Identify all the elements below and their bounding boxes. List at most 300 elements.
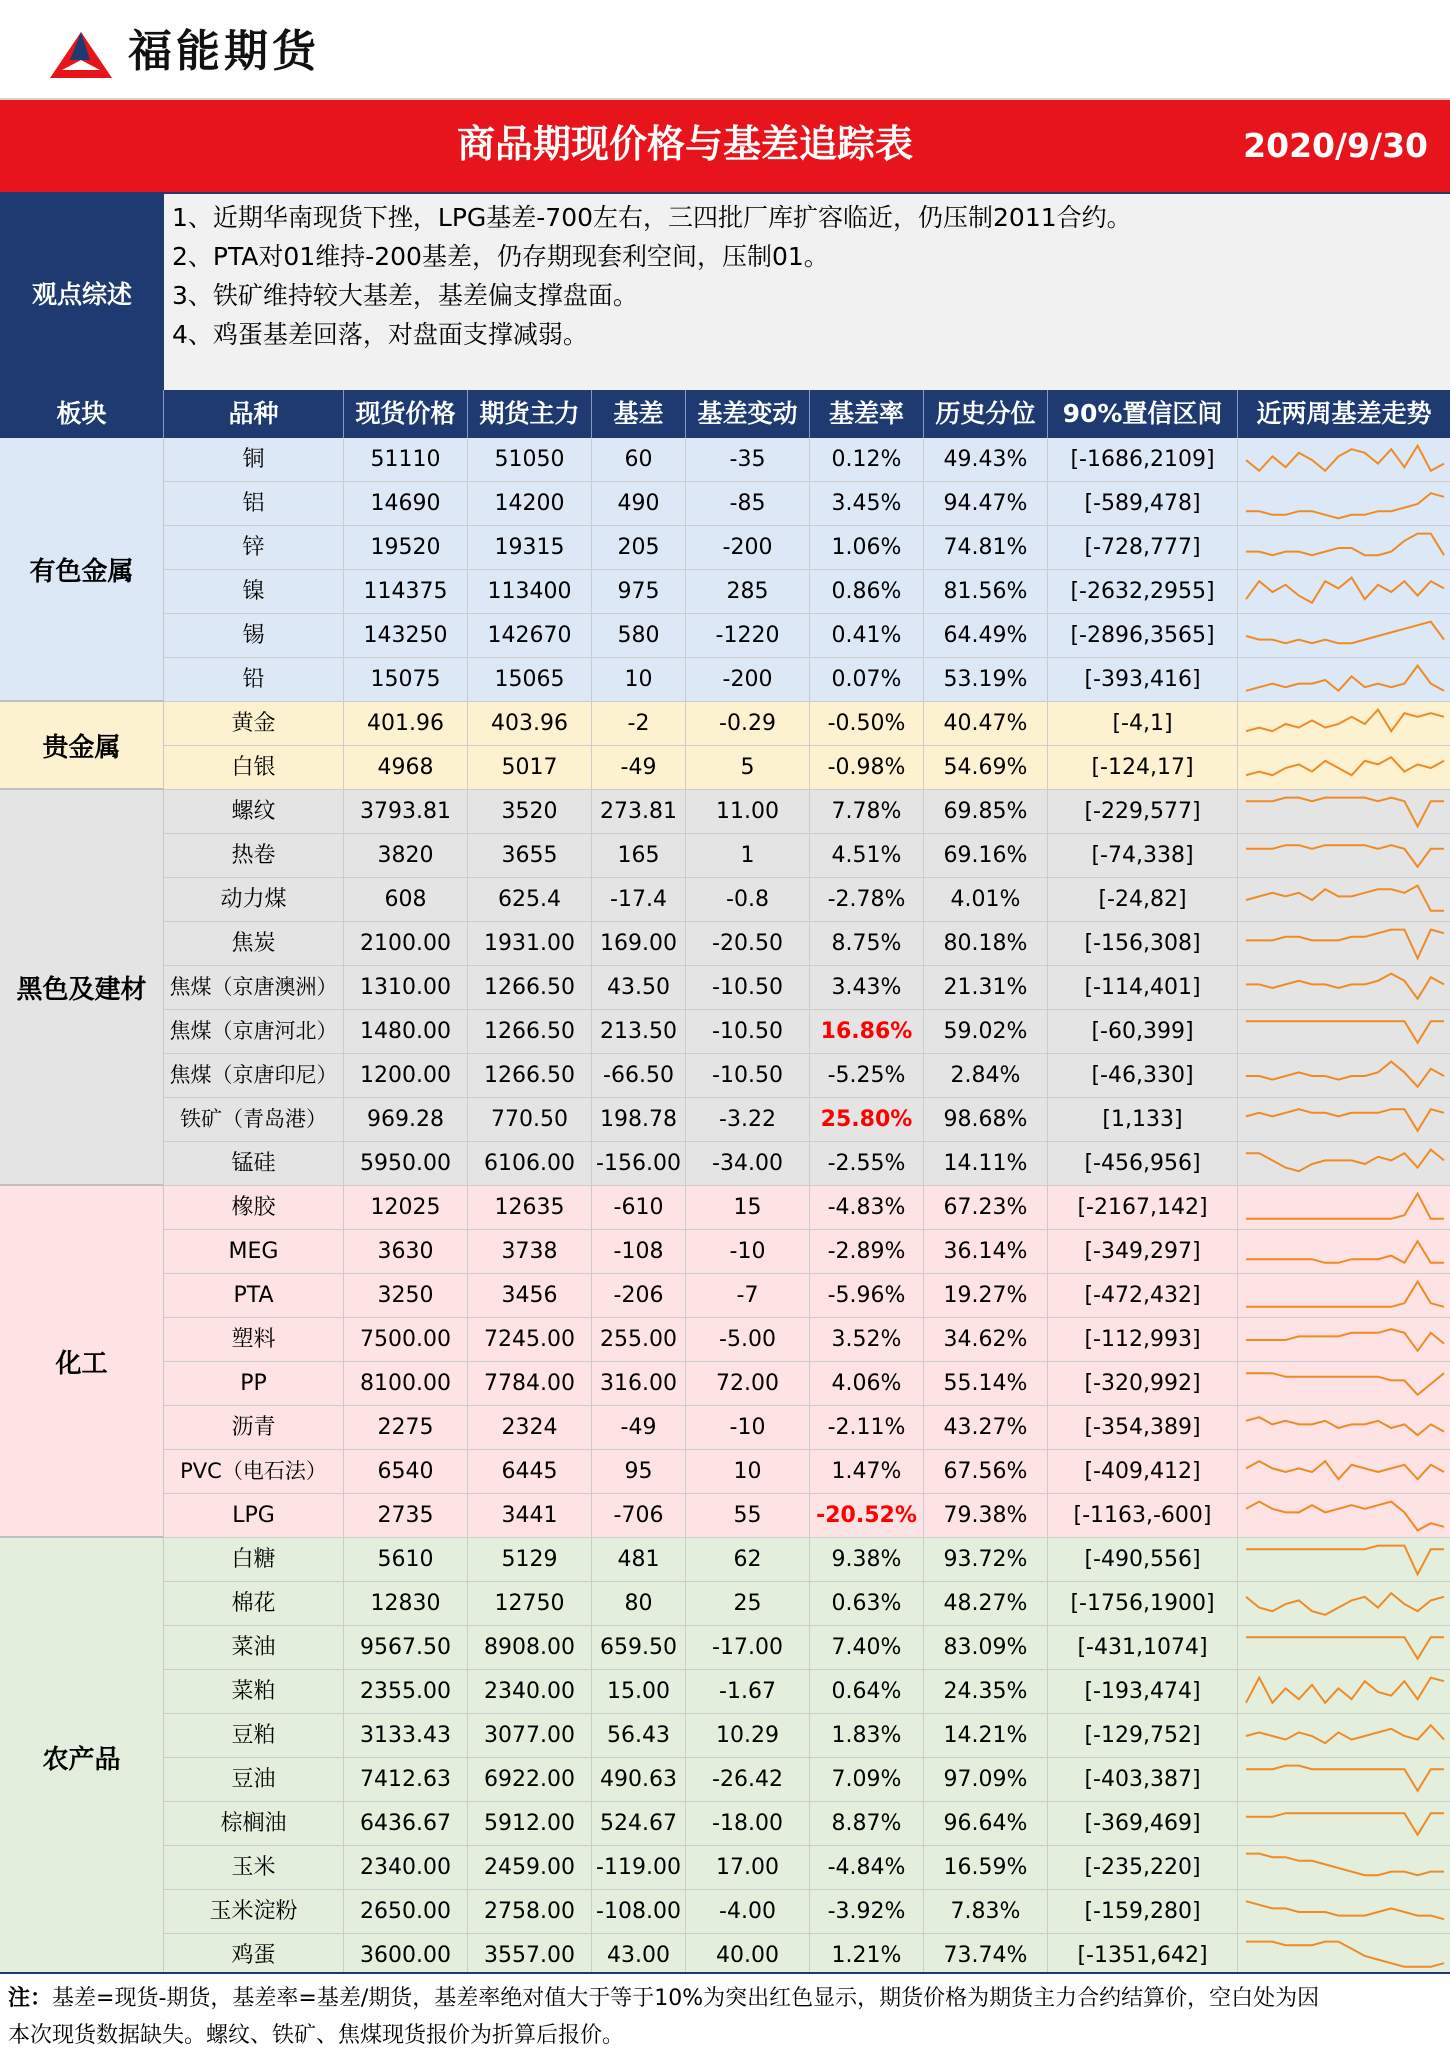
item-cell: 白糖: [164, 1538, 344, 1582]
basis-trend-sparkline: [1240, 482, 1450, 526]
table-body: [0, 438, 1450, 1972]
footnote-label: 注：: [8, 1986, 53, 2011]
sector-group: [0, 1538, 1450, 1978]
futures-price-cell: 3557.00: [468, 1934, 592, 1978]
spot-price-cell: 6540: [344, 1450, 468, 1494]
basis-cell: 273.81: [592, 790, 686, 834]
basis-cell: 316.00: [592, 1362, 686, 1406]
basis-rate-cell: 1.21%: [810, 1934, 924, 1978]
confidence-interval-cell: [-159,280]: [1048, 1890, 1238, 1934]
confidence-interval-cell: [-403,387]: [1048, 1758, 1238, 1802]
basis-trend-sparkline: [1240, 1758, 1450, 1802]
basis-change-cell: -17.00: [686, 1626, 810, 1670]
confidence-interval-cell: [-369,469]: [1048, 1802, 1238, 1846]
col-confidence: 90%置信区间: [1048, 390, 1238, 438]
item-cell: 塑料: [164, 1318, 344, 1362]
table-header: [0, 390, 1450, 438]
confidence-interval-cell: [-589,478]: [1048, 482, 1238, 526]
page-title: 商品期现价格与基差追踪表: [456, 122, 913, 166]
basis-rate-cell: -5.96%: [810, 1274, 924, 1318]
spot-price-cell: 9567.50: [344, 1626, 468, 1670]
trend-line: [1246, 1021, 1444, 1043]
trend-line: [1246, 1766, 1444, 1791]
confidence-interval-cell: [1,133]: [1048, 1098, 1238, 1142]
futures-price-cell: 5129: [468, 1538, 592, 1582]
basis-trend-sparkline: [1240, 878, 1450, 922]
item-cell: 豆粕: [164, 1714, 344, 1758]
basis-rate-cell: -4.83%: [810, 1186, 924, 1230]
basis-change-cell: 40.00: [686, 1934, 810, 1978]
percentile-cell: 69.85%: [924, 790, 1048, 834]
basis-cell: -49: [592, 1406, 686, 1450]
basis-cell: 524.67: [592, 1802, 686, 1846]
summary-line: 3、铁矿维持较大基差，基差偏支撑盘面。: [172, 281, 638, 310]
percentile-cell: 14.11%: [924, 1142, 1048, 1186]
basis-trend-sparkline: [1240, 1538, 1450, 1582]
col-basis-change: 基差变动: [686, 390, 810, 438]
item-cell: 锌: [164, 526, 344, 570]
basis-change-cell: -10: [686, 1230, 810, 1274]
basis-rate-cell: 3.43%: [810, 966, 924, 1010]
basis-rate-cell: -2.55%: [810, 1142, 924, 1186]
spot-price-cell: 1480.00: [344, 1010, 468, 1054]
basis-cell: -17.4: [592, 878, 686, 922]
basis-cell: 659.50: [592, 1626, 686, 1670]
table-row: [164, 966, 1450, 1010]
futures-price-cell: 3456: [468, 1274, 592, 1318]
percentile-cell: 21.31%: [924, 966, 1048, 1010]
basis-change-cell: -0.29: [686, 702, 810, 746]
basis-trend-sparkline: [1240, 1670, 1450, 1714]
spot-price-cell: 3820: [344, 834, 468, 878]
table-row: [164, 526, 1450, 570]
basis-cell: 255.00: [592, 1318, 686, 1362]
table-row: [164, 614, 1450, 658]
basis-trend-sparkline: [1240, 746, 1450, 790]
percentile-cell: 67.23%: [924, 1186, 1048, 1230]
basis-rate-cell: 9.38%: [810, 1538, 924, 1582]
basis-rate-cell: -2.78%: [810, 878, 924, 922]
table-row: [164, 1010, 1450, 1054]
basis-change-cell: -3.22: [686, 1098, 810, 1142]
basis-change-cell: 285: [686, 570, 810, 614]
futures-price-cell: 12635: [468, 1186, 592, 1230]
futures-price-cell: 1931.00: [468, 922, 592, 966]
percentile-cell: 54.69%: [924, 746, 1048, 790]
confidence-interval-cell: [-490,556]: [1048, 1538, 1238, 1582]
basis-rate-cell: 4.51%: [810, 834, 924, 878]
summary-label: 观点综述: [0, 194, 164, 392]
futures-price-cell: 14200: [468, 482, 592, 526]
trend-line: [1246, 493, 1444, 518]
confidence-interval-cell: [-728,777]: [1048, 526, 1238, 570]
confidence-interval-cell: [-354,389]: [1048, 1406, 1238, 1450]
item-cell: 铁矿（青岛港）: [164, 1098, 344, 1142]
table-row: [164, 1846, 1450, 1890]
item-cell: 沥青: [164, 1406, 344, 1450]
basis-trend-sparkline: [1240, 1846, 1450, 1890]
spot-price-cell: 7500.00: [344, 1318, 468, 1362]
futures-price-cell: 3077.00: [468, 1714, 592, 1758]
trend-line: [1246, 446, 1444, 471]
basis-cell: 43.00: [592, 1934, 686, 1978]
spot-price-cell: 2735: [344, 1494, 468, 1538]
futures-price-cell: 5017: [468, 746, 592, 790]
item-cell: 热卷: [164, 834, 344, 878]
trend-line: [1246, 1813, 1444, 1835]
basis-change-cell: -200: [686, 658, 810, 702]
futures-price-cell: 19315: [468, 526, 592, 570]
spot-price-cell: 3630: [344, 1230, 468, 1274]
trend-line: [1246, 710, 1444, 732]
futures-price-cell: 6922.00: [468, 1758, 592, 1802]
basis-cell: 213.50: [592, 1010, 686, 1054]
basis-rate-cell: -20.52%: [810, 1494, 924, 1538]
spot-price-cell: 4968: [344, 746, 468, 790]
spot-price-cell: 5950.00: [344, 1142, 468, 1186]
futures-price-cell: 3441: [468, 1494, 592, 1538]
basis-rate-cell: 0.41%: [810, 614, 924, 658]
trend-line: [1246, 1461, 1444, 1479]
basis-rate-cell: 7.09%: [810, 1758, 924, 1802]
confidence-interval-cell: [-229,577]: [1048, 790, 1238, 834]
futures-price-cell: 6445: [468, 1450, 592, 1494]
basis-change-cell: -20.50: [686, 922, 810, 966]
item-cell: 焦炭: [164, 922, 344, 966]
basis-cell: -206: [592, 1274, 686, 1318]
basis-cell: 169.00: [592, 922, 686, 966]
percentile-cell: 2.84%: [924, 1054, 1048, 1098]
basis-cell: 198.78: [592, 1098, 686, 1142]
col-futures: 期货主力: [468, 390, 592, 438]
item-cell: 焦煤（京唐印尼）: [164, 1054, 344, 1098]
confidence-interval-cell: [-112,993]: [1048, 1318, 1238, 1362]
sector-label: 贵金属: [0, 702, 164, 790]
sector-group: [0, 790, 1450, 1186]
basis-rate-cell: 1.83%: [810, 1714, 924, 1758]
table-row: [164, 1406, 1450, 1450]
item-cell: 橡胶: [164, 1186, 344, 1230]
percentile-cell: 40.47%: [924, 702, 1048, 746]
futures-price-cell: 7784.00: [468, 1362, 592, 1406]
spot-price-cell: 114375: [344, 570, 468, 614]
item-cell: LPG: [164, 1494, 344, 1538]
spot-price-cell: 12830: [344, 1582, 468, 1626]
item-cell: 菜粕: [164, 1670, 344, 1714]
futures-price-cell: 3520: [468, 790, 592, 834]
basis-rate-cell: -0.98%: [810, 746, 924, 790]
table-row: [164, 878, 1450, 922]
trend-line: [1246, 1678, 1444, 1703]
trend-line: [1246, 1329, 1444, 1351]
brand-name: 福能期货: [128, 26, 320, 77]
trend-line: [1246, 886, 1444, 911]
trend-line: [1246, 1062, 1444, 1087]
basis-trend-sparkline: [1240, 966, 1450, 1010]
confidence-interval-cell: [-124,17]: [1048, 746, 1238, 790]
percentile-cell: 96.64%: [924, 1802, 1048, 1846]
basis-trend-sparkline: [1240, 1362, 1450, 1406]
basis-rate-cell: 4.06%: [810, 1362, 924, 1406]
page-header: [0, 0, 1450, 100]
percentile-cell: 55.14%: [924, 1362, 1048, 1406]
basis-change-cell: -1.67: [686, 1670, 810, 1714]
percentile-cell: 97.09%: [924, 1758, 1048, 1802]
trend-line: [1246, 1854, 1444, 1876]
sector-label: 黑色及建材: [0, 790, 164, 1186]
spot-price-cell: 143250: [344, 614, 468, 658]
percentile-cell: 83.09%: [924, 1626, 1048, 1670]
confidence-interval-cell: [-235,220]: [1048, 1846, 1238, 1890]
basis-change-cell: 17.00: [686, 1846, 810, 1890]
sector-label: 化工: [0, 1186, 164, 1538]
percentile-cell: 98.68%: [924, 1098, 1048, 1142]
basis-change-cell: -0.8: [686, 878, 810, 922]
item-cell: 焦煤（京唐澳洲）: [164, 966, 344, 1010]
table-row: [164, 1582, 1450, 1626]
spot-price-cell: 7412.63: [344, 1758, 468, 1802]
basis-change-cell: 55: [686, 1494, 810, 1538]
trend-line: [1246, 1241, 1444, 1263]
confidence-interval-cell: [-409,412]: [1048, 1450, 1238, 1494]
basis-rate-cell: 3.52%: [810, 1318, 924, 1362]
confidence-interval-cell: [-1686,2109]: [1048, 438, 1238, 482]
confidence-interval-cell: [-129,752]: [1048, 1714, 1238, 1758]
futures-price-cell: 15065: [468, 658, 592, 702]
trend-line: [1246, 1502, 1444, 1531]
trend-line: [1246, 1546, 1444, 1575]
basis-trend-sparkline: [1240, 570, 1450, 614]
confidence-interval-cell: [-456,956]: [1048, 1142, 1238, 1186]
basis-rate-cell: -3.92%: [810, 1890, 924, 1934]
percentile-cell: 19.27%: [924, 1274, 1048, 1318]
summary-text: [164, 194, 1450, 392]
futures-price-cell: 113400: [468, 570, 592, 614]
spot-price-cell: 2275: [344, 1406, 468, 1450]
percentile-cell: 93.72%: [924, 1538, 1048, 1582]
percentile-cell: 48.27%: [924, 1582, 1048, 1626]
table-row: [164, 1362, 1450, 1406]
basis-change-cell: -7: [686, 1274, 810, 1318]
col-trend: 近两周基差走势: [1256, 399, 1432, 428]
table-row: [164, 1890, 1450, 1934]
basis-change-cell: 15: [686, 1186, 810, 1230]
table-row: [164, 790, 1450, 834]
futures-price-cell: 1266.50: [468, 966, 592, 1010]
table-row: [164, 1714, 1450, 1758]
basis-trend-sparkline: [1240, 1582, 1450, 1626]
percentile-cell: 4.01%: [924, 878, 1048, 922]
basis-trend-sparkline: [1240, 614, 1450, 658]
trend-line: [1246, 666, 1444, 691]
table-row: [164, 1142, 1450, 1186]
trend-line: [1246, 798, 1444, 827]
trend-line: [1246, 1901, 1444, 1919]
table-row: [164, 1098, 1450, 1142]
footnote: [0, 1972, 1450, 2065]
spot-price-cell: 3250: [344, 1274, 468, 1318]
confidence-interval-cell: [-1351,642]: [1048, 1934, 1238, 1978]
footnote-line: [8, 1980, 1442, 2017]
basis-trend-sparkline: [1240, 922, 1450, 966]
futures-price-cell: 1266.50: [468, 1010, 592, 1054]
basis-cell: 60: [592, 438, 686, 482]
basis-trend-sparkline: [1240, 1010, 1450, 1054]
confidence-interval-cell: [-2167,142]: [1048, 1186, 1238, 1230]
col-sector: 板块: [0, 390, 164, 438]
table-row: [164, 438, 1450, 482]
futures-price-cell: 2324: [468, 1406, 592, 1450]
basis-cell: 56.43: [592, 1714, 686, 1758]
basis-rate-cell: -4.84%: [810, 1846, 924, 1890]
item-cell: PTA: [164, 1274, 344, 1318]
spot-price-cell: 15075: [344, 658, 468, 702]
trend-line: [1246, 930, 1444, 959]
basis-trend-sparkline: [1240, 1186, 1450, 1230]
item-cell: 棕榈油: [164, 1802, 344, 1846]
sector-group: [0, 438, 1450, 702]
table-row: [164, 834, 1450, 878]
basis-trend-sparkline: [1240, 1054, 1450, 1098]
basis-trend-sparkline: [1240, 1274, 1450, 1318]
basis-rate-cell: 1.47%: [810, 1450, 924, 1494]
spot-price-cell: 608: [344, 878, 468, 922]
table-row: [164, 1450, 1450, 1494]
percentile-cell: 34.62%: [924, 1318, 1048, 1362]
item-cell: 锡: [164, 614, 344, 658]
basis-change-cell: -26.42: [686, 1758, 810, 1802]
percentile-cell: 43.27%: [924, 1406, 1048, 1450]
confidence-interval-cell: [-74,338]: [1048, 834, 1238, 878]
item-cell: 铅: [164, 658, 344, 702]
basis-cell: 15.00: [592, 1670, 686, 1714]
confidence-interval-cell: [-1163,-600]: [1048, 1494, 1238, 1538]
basis-cell: 490.63: [592, 1758, 686, 1802]
table-row: [164, 1626, 1450, 1670]
basis-cell: -119.00: [592, 1846, 686, 1890]
basis-rate-cell: 8.75%: [810, 922, 924, 966]
basis-trend-sparkline: [1240, 1098, 1450, 1142]
spot-price-cell: 401.96: [344, 702, 468, 746]
trend-line: [1246, 1282, 1444, 1307]
basis-change-cell: -5.00: [686, 1318, 810, 1362]
basis-cell: -108.00: [592, 1890, 686, 1934]
basis-trend-sparkline: [1240, 1802, 1450, 1846]
item-cell: 镍: [164, 570, 344, 614]
table-row: [164, 1230, 1450, 1274]
spot-price-cell: 3793.81: [344, 790, 468, 834]
item-cell: 豆油: [164, 1758, 344, 1802]
percentile-cell: 81.56%: [924, 570, 1048, 614]
basis-trend-sparkline: [1240, 1626, 1450, 1670]
percentile-cell: 80.18%: [924, 922, 1048, 966]
confidence-interval-cell: [-2632,2955]: [1048, 570, 1238, 614]
basis-trend-sparkline: [1240, 438, 1450, 482]
basis-cell: -66.50: [592, 1054, 686, 1098]
trend-line: [1246, 1942, 1444, 1967]
futures-price-cell: 51050: [468, 438, 592, 482]
table-row: [164, 1802, 1450, 1846]
item-cell: 焦煤（京唐河北）: [164, 1010, 344, 1054]
basis-rate-cell: 7.40%: [810, 1626, 924, 1670]
basis-rate-cell: 0.64%: [810, 1670, 924, 1714]
basis-change-cell: -34.00: [686, 1142, 810, 1186]
item-cell: 铝: [164, 482, 344, 526]
futures-price-cell: 12750: [468, 1582, 592, 1626]
confidence-interval-cell: [-60,399]: [1048, 1010, 1238, 1054]
title-bar: [0, 100, 1450, 192]
basis-cell: -706: [592, 1494, 686, 1538]
col-percentile: 历史分位: [924, 390, 1048, 438]
summary-line: 1、近期华南现货下挫，LPG基差-700左右，三四批厂库扩容临近，仍压制2011合约。: [172, 203, 1132, 232]
trend-line: [1246, 1373, 1444, 1395]
confidence-interval-cell: [-431,1074]: [1048, 1626, 1238, 1670]
basis-change-cell: 1: [686, 834, 810, 878]
percentile-cell: 36.14%: [924, 1230, 1048, 1274]
basis-change-cell: 62: [686, 1538, 810, 1582]
futures-price-cell: 6106.00: [468, 1142, 592, 1186]
item-cell: 菜油: [164, 1626, 344, 1670]
spot-price-cell: 6436.67: [344, 1802, 468, 1846]
basis-rate-cell: 0.86%: [810, 570, 924, 614]
triangle-logo-icon: [48, 30, 114, 80]
trend-line: [1246, 1194, 1444, 1219]
report-date: 2020/9/30: [1243, 126, 1428, 165]
trend-line: [1246, 1150, 1444, 1172]
basis-cell: 43.50: [592, 966, 686, 1010]
percentile-cell: 59.02%: [924, 1010, 1048, 1054]
trend-line: [1246, 578, 1444, 603]
confidence-interval-cell: [-320,992]: [1048, 1362, 1238, 1406]
spot-price-cell: 969.28: [344, 1098, 468, 1142]
basis-rate-cell: -2.89%: [810, 1230, 924, 1274]
basis-rate-cell: 0.07%: [810, 658, 924, 702]
spot-price-cell: 2100.00: [344, 922, 468, 966]
percentile-cell: 74.81%: [924, 526, 1048, 570]
basis-change-cell: -10: [686, 1406, 810, 1450]
futures-price-cell: 8908.00: [468, 1626, 592, 1670]
basis-cell: 10: [592, 658, 686, 702]
confidence-interval-cell: [-156,308]: [1048, 922, 1238, 966]
confidence-interval-cell: [-193,474]: [1048, 1670, 1238, 1714]
table-row: [164, 570, 1450, 614]
futures-price-cell: 2758.00: [468, 1890, 592, 1934]
basis-cell: 95: [592, 1450, 686, 1494]
confidence-interval-cell: [-393,416]: [1048, 658, 1238, 702]
basis-cell: -156.00: [592, 1142, 686, 1186]
confidence-interval-cell: [-114,401]: [1048, 966, 1238, 1010]
basis-trend-sparkline: [1240, 658, 1450, 702]
spot-price-cell: 5610: [344, 1538, 468, 1582]
basis-cell: 490: [592, 482, 686, 526]
spot-price-cell: 3133.43: [344, 1714, 468, 1758]
percentile-cell: 67.56%: [924, 1450, 1048, 1494]
trend-line: [1246, 757, 1444, 775]
basis-cell: -2: [592, 702, 686, 746]
summary-section: [0, 192, 1450, 390]
basis-change-cell: -10.50: [686, 1010, 810, 1054]
percentile-cell: 79.38%: [924, 1494, 1048, 1538]
table-row: [164, 658, 1450, 702]
footnote-text: 基差=现货-期货，基差率=基差/期货，基差率绝对值大于等于10%为突出红色显示，期货价格为期货主力合约结算价，空白处为因: [52, 1986, 1320, 2011]
trend-line: [1246, 1417, 1444, 1435]
table-row: [164, 922, 1450, 966]
item-cell: 锰硅: [164, 1142, 344, 1186]
basis-rate-cell: 0.63%: [810, 1582, 924, 1626]
percentile-cell: 53.19%: [924, 658, 1048, 702]
table-row: [164, 482, 1450, 526]
trend-line: [1246, 1725, 1444, 1743]
